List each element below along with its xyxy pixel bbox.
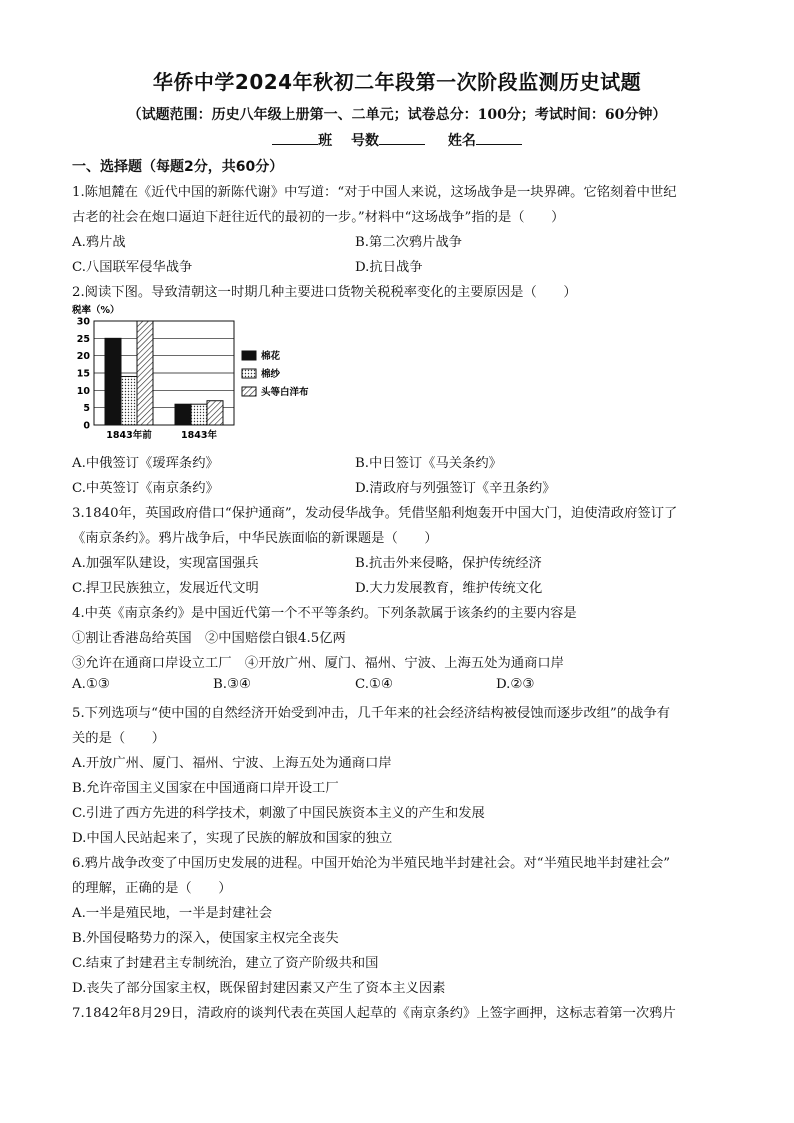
bar-棉纱-1843年 [191,404,207,425]
q4-stem-line1: 4.中英《南京条约》是中国近代第一个不平等条约。下列条款属于该条约的主要内容是 [72,606,577,621]
y-tick-label: 0 [83,420,90,432]
q4-option-a[interactable]: A.①③ [72,677,110,692]
q4-stem-line3: ③允许在通商口岸设立工厂 ④开放广州、厦门、福州、宁波、上海五处为通商口岸 [72,656,564,671]
q2-stem-line1: 2.阅读下图。导致清朝这一时期几种主要进口货物关税税率变化的主要原因是（ ） [72,285,577,300]
name-blank[interactable] [476,130,522,145]
legend-swatch [242,351,256,360]
tariff-bar-chart [70,303,350,443]
number-blank[interactable] [379,130,425,145]
bar-棉花-1843年前 [105,338,121,425]
y-tick-label: 20 [76,351,90,363]
q3-option-a[interactable]: A.加强军队建设，实现富国强兵 [72,556,259,571]
exam-subtitle: （试题范围：历史八年级上册第一、二单元；试卷总分：100分；考试时间：60分钟） [127,107,667,123]
q6-option-d[interactable]: D.丧失了部分国家主权，既保留封建因素又产生了资本主义因素 [72,981,446,996]
q5-option-b[interactable]: B.允许帝国主义国家在中国通商口岸开设工厂 [72,781,339,796]
y-tick-label: 15 [76,368,90,380]
q1-option-a[interactable]: A.鸦片战 [72,235,126,250]
q1-stem-line2: 古老的社会在炮口逼迫下赶往近代的最初的一步。”材料中“这场战争”指的是（ ） [72,210,565,225]
q5-stem-line1: 5.下列选项与“使中国的自然经济开始受到冲击，几千年来的社会经济结构被侵蚀而逐步改组”的战争有 [72,706,671,721]
q6-stem-line1: 6.鸦片战争改变了中国历史发展的进程。中国开始沦为半殖民地半封建社会。对“半殖民地半封建社会” [72,856,671,871]
q6-stem-line2: 的理解，正确的是（ ） [72,881,232,896]
q4-stem-line2: ①割让香港岛给英国 ②中国赔偿白银4.5亿两 [72,631,346,646]
q5-stem-line2: 关的是（ ） [72,731,166,746]
chart-ylabel: 税率（%） [72,305,120,316]
q1-stem-line1: 1.陈旭麓在《近代中国的新陈代谢》中写道：“对于中国人来说，这场战争是一块界碑。它铭刻着中世纪 [72,185,677,200]
q3-option-d[interactable]: D.大力发展教育，维护传统文化 [355,581,543,596]
q4-option-b[interactable]: B.③④ [213,677,251,692]
chart-legend [242,350,309,398]
x-label-group [106,429,217,441]
y-tick-label: 25 [76,333,90,345]
x-category-label: 1843年前 [106,430,152,441]
q1-option-c[interactable]: C.八国联军侵华战争 [72,260,193,275]
q2-option-c[interactable]: C.中英签订《南京条约》 [72,481,219,496]
q6-option-c[interactable]: C.结束了封建君主专制统治，建立了资产阶级共和国 [72,956,379,971]
bar-头等白洋布-1843年前 [137,321,153,425]
legend-swatch [242,369,256,378]
q2-option-b[interactable]: B.中日签订《马关条约》 [355,456,502,471]
student-info-line [0,130,794,150]
name-label: 姓名 [447,133,476,149]
q1-option-b[interactable]: B.第二次鸦片战争 [355,235,463,250]
q3-option-b[interactable]: B.抗击外来侵略，保护传统经济 [355,556,542,571]
q5-option-d[interactable]: D.中国人民站起来了，实现了民族的解放和国家的独立 [72,831,393,846]
q6-option-b[interactable]: B.外国侵略势力的深入，使国家主权完全丧失 [72,931,339,946]
bar-棉花-1843年 [175,404,191,425]
x-category-label: 1843年 [181,430,217,441]
q2-option-a[interactable]: A.中俄签订《瑷珲条约》 [72,456,219,471]
section-heading: 一、选择题（每题2分，共60分） [72,159,284,175]
y-tick-label: 5 [83,403,90,415]
q4-option-d[interactable]: D.②③ [496,677,535,692]
class-label: 班 [318,133,333,149]
number-label: 号数 [351,133,379,149]
q6-option-a[interactable]: A.一半是殖民地，一半是封建社会 [72,906,272,921]
q2-option-d[interactable]: D.清政府与列强签订《辛丑条约》 [355,481,556,496]
class-blank[interactable] [272,130,318,145]
legend-label: 头等白洋布 [261,387,309,398]
legend-label: 棉花 [261,351,281,362]
legend-label: 棉纱 [261,369,281,380]
q7-stem-line1: 7.1842年8月29日，清政府的谈判代表在英国人起草的《南京条约》上签字画押，这标志着第一次鸦片 [72,1006,676,1021]
q3-stem-line2: 《南京条约》。鸦片战争后，中华民族面临的新课题是（ ） [72,531,438,546]
exam-title: 华侨中学2024年秋初二年段第一次阶段监测历史试题 [152,70,642,94]
y-tick-label: 10 [76,385,90,397]
bar-头等白洋布-1843年 [207,401,223,425]
q1-option-d[interactable]: D.抗日战争 [355,260,423,275]
bar-棉纱-1843年前 [121,376,137,425]
y-tick-label: 30 [76,316,90,328]
q4-option-c[interactable]: C.①④ [355,677,393,692]
legend-swatch [242,387,256,396]
q5-option-c[interactable]: C.引进了西方先进的科学技术，刺激了中国民族资本主义的产生和发展 [72,806,485,821]
q5-option-a[interactable]: A.开放广州、厦门、福州、宁波、上海五处为通商口岸 [72,756,392,771]
q3-option-c[interactable]: C.捍卫民族独立，发展近代文明 [72,581,259,596]
q3-stem-line1: 3.1840年，英国政府借口“保护通商”，发动侵华战争。凭借坚船利炮轰开中国大门，迫使清政府签订了 [72,506,678,521]
